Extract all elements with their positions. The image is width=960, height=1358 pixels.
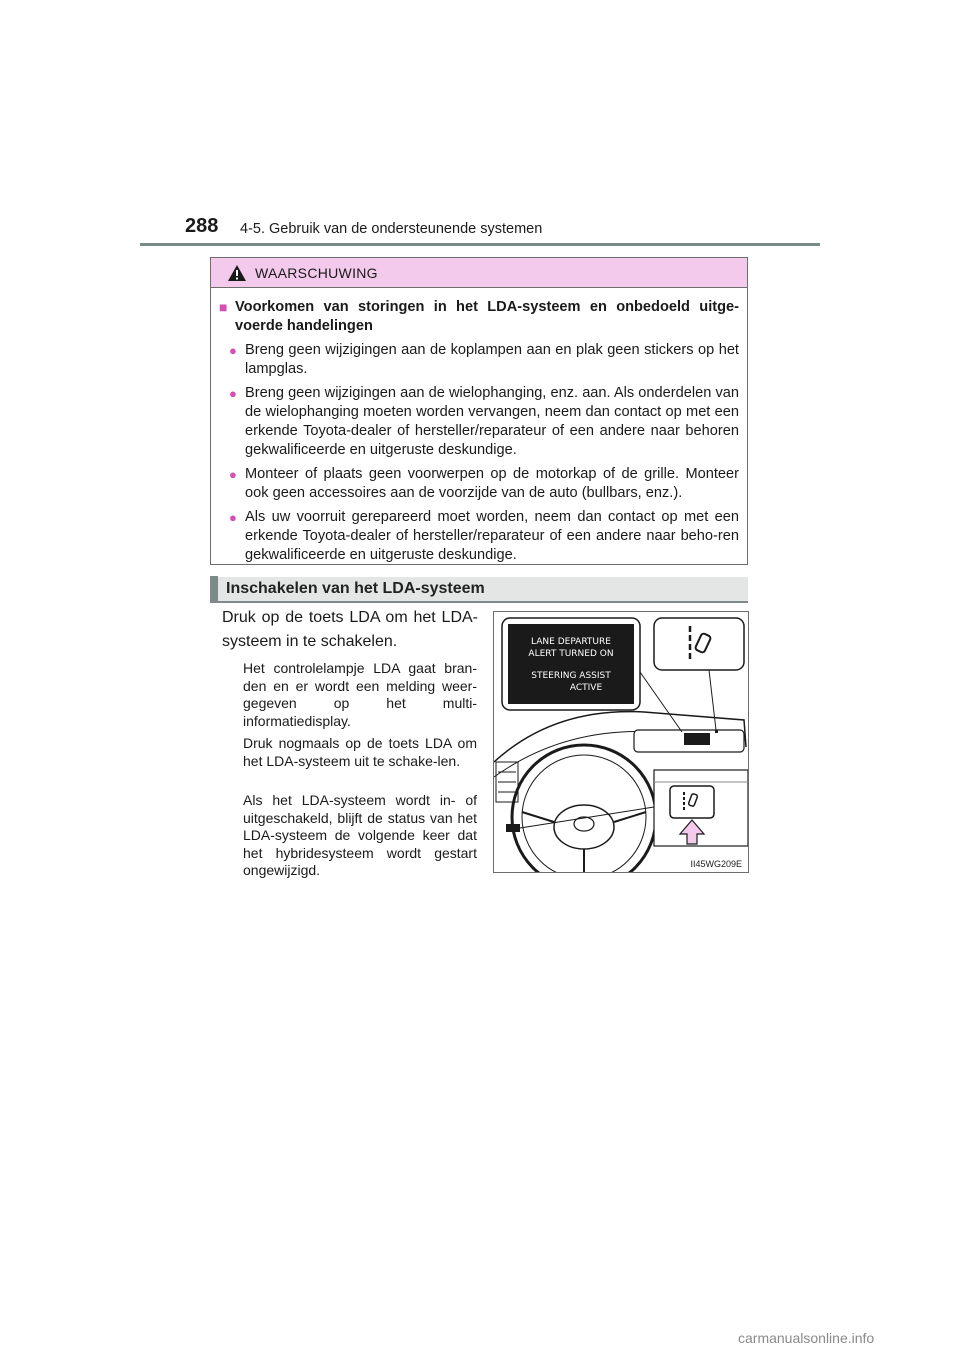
warning-item-text: Monteer of plaats geen voorwerpen op de motorkap of de grille. Monteer ook geen accessoires aan de voorzijde van de auto (bullbars, enz.).: [245, 466, 739, 501]
display-line: LANE DEPARTURE: [531, 637, 611, 647]
callout-leader: [640, 672, 682, 732]
dashboard-drawing: [494, 612, 748, 872]
display-line: ACTIVE: [569, 683, 603, 693]
warning-heading-text: Voorkomen van storingen in het LDA-systeem en onbedoeld uitge-voerde handelingen: [235, 299, 739, 334]
section-accent: [210, 576, 218, 602]
watermark[interactable]: carmanualsonline.info: [738, 1330, 875, 1346]
warning-box: [210, 257, 748, 565]
chapter-title: 4-5. Gebruik van de ondersteunende systemen: [240, 221, 543, 237]
warning-label: WAARSCHUWING: [255, 264, 378, 281]
warning-item: [219, 508, 739, 565]
circle-bullet-icon: ●: [229, 343, 237, 358]
lda-switch-small: [506, 824, 520, 832]
indicator-callout: [654, 618, 744, 670]
display-line: STEERING ASSIST: [531, 671, 611, 681]
indicator-lamp: [715, 730, 718, 733]
callout-leader: [709, 670, 716, 730]
multi-information-display: [684, 733, 710, 745]
circle-bullet-icon: ●: [229, 386, 237, 401]
lead-instruction: Druk op de toets LDA om het LDA-systeem in te schakelen.: [222, 609, 478, 650]
warning-body: [211, 288, 747, 565]
warning-item: [219, 341, 739, 379]
steering-hub: [554, 805, 614, 849]
display-line: ALERT TURNED ON: [528, 649, 614, 659]
warning-item: [219, 465, 739, 503]
header-rule: [140, 243, 820, 246]
warning-header: [211, 258, 747, 288]
paragraph-status-memory: Als het LDA-systeem wordt in- of uitgeschakeld, blijft de status van het LDA-systeem de volgende keer dat het hybridesysteem wordt gestart ongewijzigd.: [243, 792, 477, 878]
warning-triangle-icon: [227, 264, 247, 282]
warning-heading: [219, 298, 739, 336]
page-number: 288: [185, 215, 219, 237]
square-bullet-icon: ■: [219, 299, 228, 315]
circle-bullet-icon: ●: [229, 467, 237, 482]
warning-item-text: Breng geen wijzigingen aan de wielophanging, enz. aan. Als onderdelen van de wielophanging moeten worden vervangen, neem dan contact op met een erkende Toyota-dealer of hersteller/reparateur of een andere naar behoren gekwalificeerde en uitgeruste deskundige.: [245, 385, 739, 458]
paragraph-toggle-off: Druk nogmaals op de toets LDA om het LDA-systeem uit te schake-len.: [243, 735, 477, 769]
circle-bullet-icon: ●: [229, 510, 237, 525]
warning-item-text: Breng geen wijzigingen aan de koplampen aan en plak geen stickers op het lampglas.: [245, 342, 739, 377]
section-heading-bar: [210, 577, 748, 603]
figure-dashboard-illustration: [493, 611, 749, 873]
figure-code: II45WG209E: [690, 859, 742, 869]
paragraph-indicator: Het controlelampje LDA gaat bran-den en er wordt een melding weer-gegeven op het multi-informatiedisplay.: [243, 660, 477, 729]
lda-switch: [670, 786, 714, 818]
warning-item-text: Als uw voorruit gerepareerd moet worden, neem dan contact op met een erkende Toyota-dealer of hersteller/reparateur of een andere naar beho-ren gekwalificeerde en uitgeruste deskundige.: [245, 509, 739, 563]
warning-item: [219, 384, 739, 460]
section-title: Inschakelen van het LDA-systeem: [226, 580, 485, 597]
